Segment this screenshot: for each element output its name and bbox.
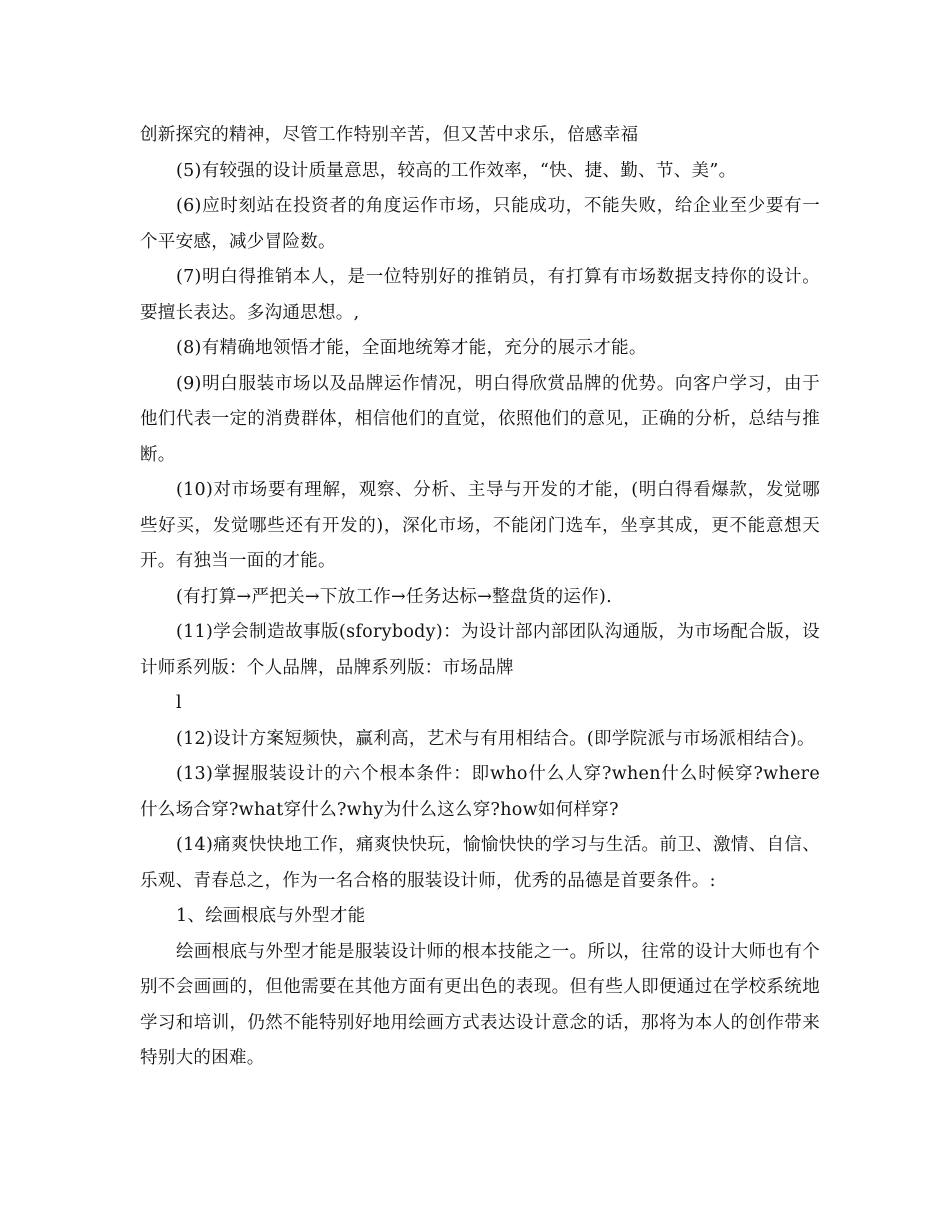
paragraph-stray-letter: l [176,693,182,713]
paragraph-item-6: (6)应时刻站在投资者的角度运作市场，只能成功，不能失败，给企业至少要有一个平安感，减少冒险数。 [140,196,820,252]
paragraph-item-9: (9)明白服装市场以及品牌运作情况，明白得欣赏品牌的优势。向客户学习，由于他们代表一定的消费群体，相信他们的直觉，依照他们的意见，正确的分析，总结与推断。 [140,373,820,465]
paragraph-item-10: (10)对市场要有理解，观察、分析、主导与开发的才能，(明白得看爆款，发觉哪些好买，发觉哪些还有开发的)，深化市场，不能闭门选车，坐享其成，更不能意想天开。有独当一面的才能。 [140,480,820,571]
paragraph-workflow: (有打算→严把关→下放工作→任务达标→整盘货的运作). [176,586,612,607]
paragraph-item-7: (7)明白得推销本人，是一位特别好的推销员，有打算有市场数据支持你的设计。要擅长表达。多沟通思想。, [140,267,820,323]
paragraph-continued: 创新探究的精神，尽管工作特别辛苦，但又苦中求乐，倍感幸福 [140,125,639,145]
paragraph-item-11: (11)学会制造故事版(sforybody)：为设计部内部团队沟通版，为市场配合版，设计师系列版：个人品牌，品牌系列版：市场品牌 [140,622,820,678]
paragraph-drawing-skills: 绘画根底与外型才能是服装设计师的根本技能之一。所以，往常的设计大师也有个别不会画画的，但他需要在其他方面有更出色的表现。但有些人即便通过在学校系统地学习和培训，仍然不能特别好地用绘画方式表达设计意念的话，那将为本人的创作带来特别大的困难。 [140,941,820,1068]
paragraph-item-12: (12)设计方案短频快，赢利高，艺术与有用相结合。(即学院派与市场派相结合)。 [176,728,815,749]
document-body [140,118,820,1077]
section-heading: 1、绘画根底与外型才能 [176,906,366,926]
paragraph-item-5: (5)有较强的设计质量意思，较高的工作效率，“快、捷、勤、节、美”。 [176,160,737,181]
paragraph-item-8: (8)有精确地领悟才能，全面地统筹才能，充分的展示才能。 [176,338,647,358]
paragraph-item-13: (13)掌握服装设计的六个根本条件：即who什么人穿?when什么时候穿?where什么场合穿?what穿什么?why为什么这么穿?how如何样穿? [140,764,820,820]
paragraph-item-14: (14)痛爽快快地工作，痛爽快快玩，愉愉快快的学习与生活。前卫、激情、自信、乐观、青春总之，作为一名合格的服装设计师，优秀的品德是首要条件。: [140,835,820,891]
